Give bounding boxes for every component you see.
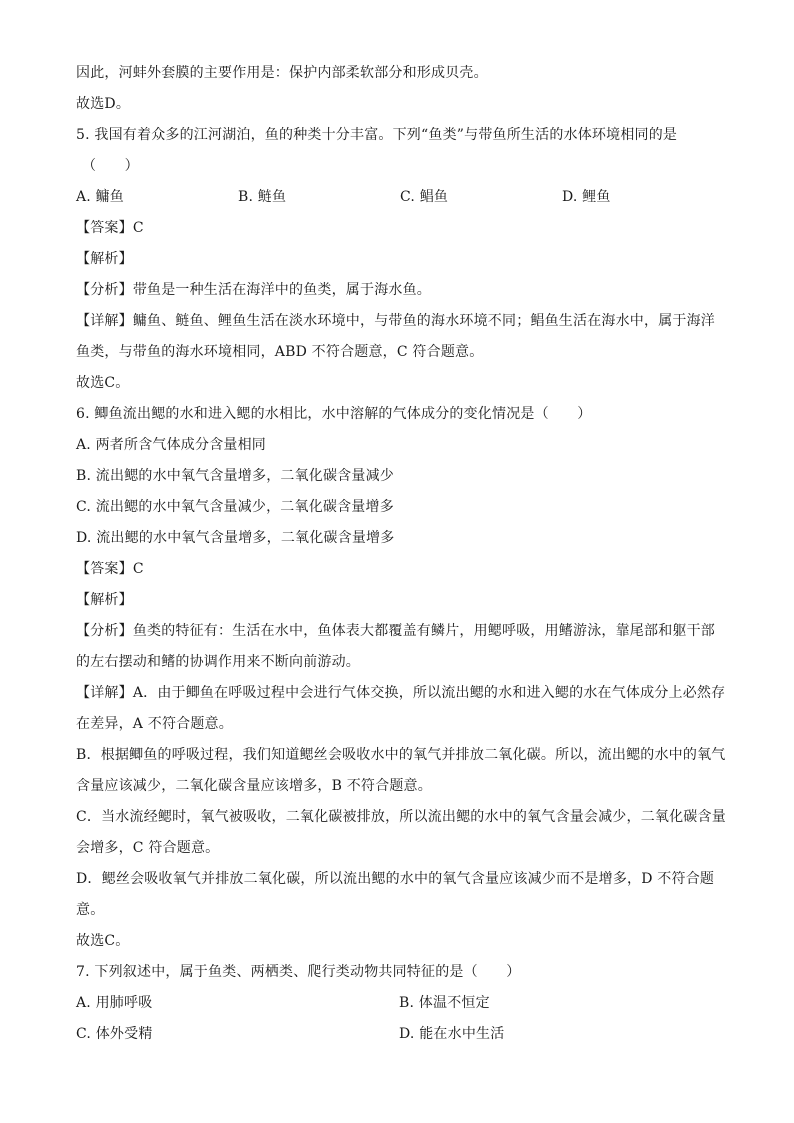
- fenxi-tag: 【分析】: [76, 623, 133, 639]
- option-a: A. 用肺呼吸: [76, 995, 153, 1011]
- xiangjie-text: 鳙鱼、鲢鱼、鲤鱼生活在淡水环境中，与带鱼的海水环境不同；鲳鱼生活在海水中，属于海洋: [132, 313, 716, 329]
- xiangjie-c-line-cont: 会增多，C 符合题意。: [76, 840, 220, 856]
- xiangjie-line: [76, 306, 726, 337]
- question-5-stem: 5. 我国有着众多的江河湖泊，鱼的种类十分丰富。下列“鱼类”与带鱼所生活的水体环境相同的是: [76, 127, 678, 143]
- option-c: C. 流出鳃的水中氧气含量减少，二氧化碳含量增多: [76, 499, 394, 515]
- answer-line: [76, 213, 726, 244]
- question-7-stem: 7. 下列叙述中，属于鱼类、两栖类、爬行类动物共同特征的是（ ）: [76, 964, 521, 980]
- option-a: A. 鳙鱼: [76, 189, 125, 205]
- xiangjie-d-line-cont: 意。: [76, 902, 105, 918]
- xiangjie-c-line: C．当水流经鳃时，氧气被吸收，二氧化碳被排放，所以流出鳃的水中的氧气含量会减少，二氧化碳含量: [76, 809, 726, 825]
- answer-line: [76, 554, 726, 585]
- xiangjie-line: [76, 678, 726, 709]
- option-c: C. 体外受精: [76, 1026, 153, 1042]
- xiangjie-text: A．由于鲫鱼在呼吸过程中会进行气体交换，所以流出鳃的水和进入鳃的水在气体成分上必然存: [132, 685, 726, 701]
- xiangjie-line-cont: 鱼类，与带鱼的海水环境相同，ABD 不符合题意，C 符合题意。: [76, 344, 484, 360]
- option-d: D. 流出鳃的水中氧气含量增多，二氧化碳含量增多: [76, 530, 395, 546]
- option-a: A. 两者所含气体成分含量相同: [76, 437, 267, 453]
- xiangjie-line-cont: 在差异，A 不符合题意。: [76, 716, 233, 732]
- fenxi-line-cont: 的左右摆动和鳍的协调作用来不断向前游动。: [76, 654, 360, 670]
- answer-value: C: [132, 561, 144, 577]
- answer-tag: 【答案】: [76, 220, 133, 236]
- option-b: B. 鲢鱼: [238, 189, 287, 205]
- question-5-options: [76, 182, 726, 213]
- option-d: D. 能在水中生活: [399, 1026, 505, 1042]
- conclusion-line: 故选C。: [76, 933, 130, 949]
- question-5-paren: （ ）: [82, 158, 139, 174]
- xiangjie-tag: 【详解】: [76, 313, 133, 329]
- xiangjie-b-line: B．根据鲫鱼的呼吸过程，我们知道鳃丝会吸收水中的氧气并排放二氧化碳。所以，流出鳃的水中的氧气: [76, 747, 726, 763]
- conclusion-line: 故选C。: [76, 375, 130, 391]
- fenxi-tag: 【分析】: [76, 282, 133, 298]
- fenxi-text: 带鱼是一种生活在海洋中的鱼类，属于海水鱼。: [132, 282, 432, 298]
- xiangjie-tag: 【详解】: [76, 685, 133, 701]
- xiangjie-b-line-cont: 含量应该减少，二氧化碳含量应该增多，B 不符合题意。: [76, 778, 432, 794]
- option-b: B. 流出鳃的水中氧气含量增多，二氧化碳含量减少: [76, 468, 394, 484]
- option-d: D. 鲤鱼: [562, 189, 611, 205]
- question-7-options-row1: [76, 988, 726, 1019]
- analysis-tag: 【解析】: [76, 251, 133, 267]
- fenxi-line: [76, 616, 726, 647]
- option-c: C. 鲳鱼: [400, 189, 449, 205]
- fenxi-line: [76, 275, 726, 306]
- analysis-tag: 【解析】: [76, 592, 133, 608]
- answer-value: C: [132, 220, 144, 236]
- question-7-options-row2: [76, 1019, 726, 1050]
- answer-tag: 【答案】: [76, 561, 133, 577]
- xiangjie-d-line: D．鳃丝会吸收氧气并排放二氧化碳，所以流出鳃的水中的氧气含量应该减少而不是增多，D 不符合题: [76, 871, 715, 887]
- option-b: B. 体温不恒定: [399, 995, 490, 1011]
- fenxi-text: 鱼类的特征有：生活在水中，鱼体表大都覆盖有鳞片，用鳃呼吸，用鳍游泳，靠尾部和躯干部: [132, 623, 716, 639]
- document-page: [76, 58, 726, 1050]
- question-6-stem: 6. 鲫鱼流出鳃的水和进入鳃的水相比，水中溶解的气体成分的变化情况是（ ）: [76, 406, 592, 422]
- conclusion-line: 故选D。: [76, 96, 131, 112]
- text-line: 因此，河蚌外套膜的主要作用是：保护内部柔软部分和形成贝壳。: [76, 65, 488, 81]
